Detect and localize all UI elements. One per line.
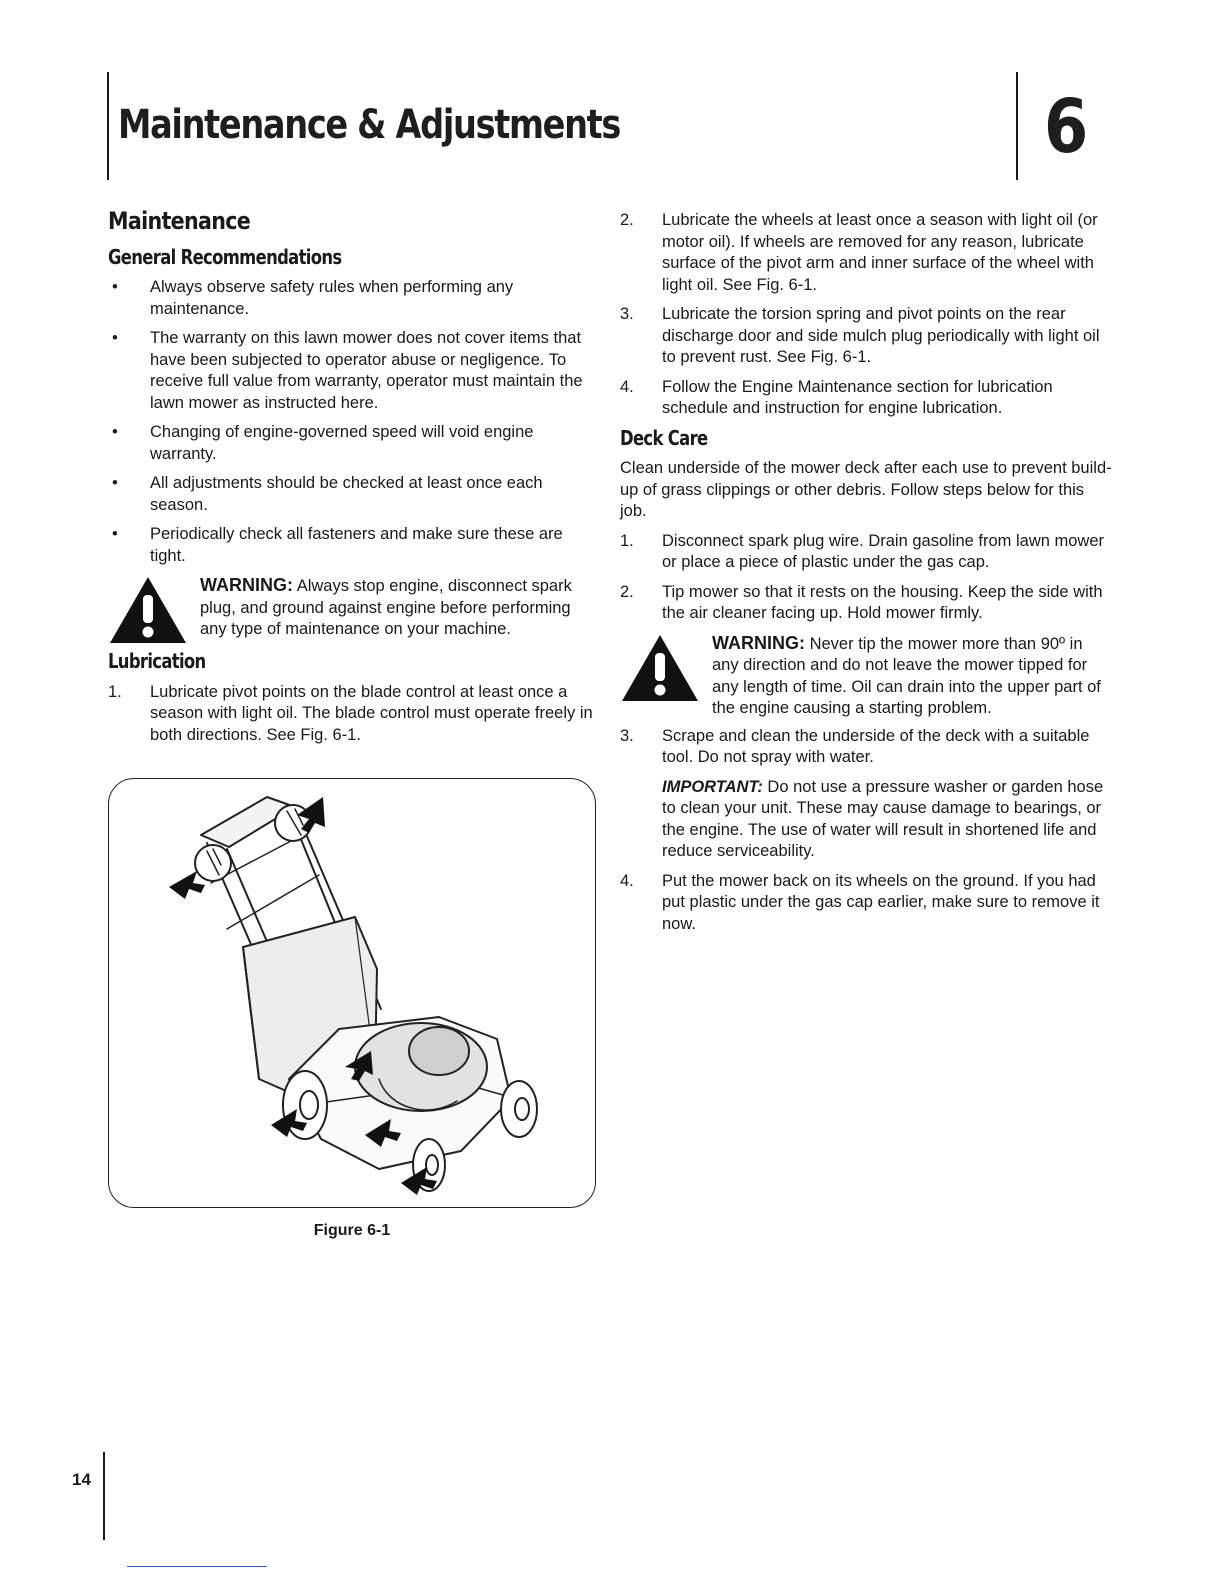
- bullet-mark: •: [112, 329, 118, 347]
- figure-6-1: [108, 778, 596, 1208]
- bullet-mark: •: [112, 525, 118, 543]
- page-title: Maintenance & Adjustments: [118, 102, 621, 148]
- item-number: 1.: [620, 531, 634, 550]
- bottom-link-underline: [127, 1566, 267, 1567]
- lawn-mower-illustration: [109, 779, 595, 1207]
- list-item: [108, 682, 598, 747]
- list-item-text: The warranty on this lawn mower does not cover items that have been subjected to operator abuse or negligence. To receive full value from warranty, operator must maintain the lawn mower as instructed here.: [150, 329, 583, 412]
- warning-label: WARNING:: [712, 632, 805, 653]
- page-number: 14: [72, 1470, 91, 1489]
- bullet-mark: •: [112, 474, 118, 492]
- item-number: 1.: [108, 682, 122, 701]
- chapter-rule: [1016, 72, 1018, 180]
- item-number: 3.: [620, 305, 634, 323]
- warning-text: Never tip the mower more than 90º in any direction and do not leave the mower tipped for any length of time. Oil can drain into the upper part of the engine causing a starting problem.: [712, 634, 1101, 717]
- item-number: 2.: [620, 211, 634, 229]
- chapter-number: 6: [1044, 84, 1089, 170]
- lubrication-list-continued: [620, 210, 1112, 420]
- important-text: Do not use a pressure washer or garden hose to clean your unit. These may cause damage to bearings, or the engine. The use of water will result in shortened life and reduce serviceability.: [662, 777, 1104, 860]
- maintenance-warning: [108, 575, 598, 643]
- list-item: [620, 377, 1112, 420]
- list-item-text: Disconnect spark plug wire. Drain gasoline from lawn mower or place a piece of plastic under the gas cap.: [662, 531, 1105, 571]
- warning-label: WARNING:: [200, 575, 293, 595]
- list-item: [108, 422, 598, 465]
- title-rule: [107, 72, 109, 180]
- deck-care-intro: Clean underside of the mower deck after each use to prevent build-up of grass clippings or other debris. Follow steps below for this job.: [620, 459, 1112, 520]
- item-number: 4.: [620, 377, 634, 396]
- warning-triangle-icon: [620, 633, 700, 703]
- right-column: [620, 210, 1112, 943]
- maintenance-heading: Maintenance: [108, 207, 251, 235]
- list-item-text: Periodically check all fasteners and make sure these are tight.: [150, 525, 563, 565]
- deck-care-steps: [620, 531, 1112, 625]
- list-item: [620, 871, 1112, 936]
- list-item: [108, 277, 598, 320]
- page-number-rule: [103, 1452, 105, 1540]
- warning-triangle-icon: [108, 575, 188, 645]
- list-item-text: Tip mower so that it rests on the housing. Keep the side with the air cleaner facing up. Hold mower firmly.: [662, 582, 1103, 622]
- deck-care-heading: Deck Care: [620, 425, 708, 450]
- important-note: [620, 777, 1112, 863]
- left-column: [108, 205, 598, 754]
- list-item: [620, 531, 1112, 574]
- list-item: [620, 582, 1112, 625]
- important-label: IMPORTANT:: [662, 777, 763, 796]
- figure-caption: Figure 6-1: [313, 1222, 391, 1239]
- general-recommendations-heading: General Recommendations: [108, 244, 342, 269]
- bullet-mark: •: [112, 423, 118, 441]
- lubrication-heading: Lubrication: [108, 649, 206, 673]
- bullet-mark: •: [112, 278, 118, 296]
- list-item-text: Lubricate pivot points on the blade control at least once a season with light oil. The blade control must operate freely in both directions. See Fig. 6-1.: [150, 682, 593, 744]
- deck-care-steps-continued: [620, 726, 1112, 769]
- lubrication-list: [108, 682, 598, 747]
- list-item: [620, 210, 1112, 296]
- list-item: [108, 524, 598, 567]
- list-item-text: Follow the Engine Maintenance section for lubrication schedule and instruction for engine lubrication.: [662, 377, 1053, 417]
- list-item-text: All adjustments should be checked at least once each season.: [150, 474, 543, 514]
- item-number: 2.: [620, 582, 634, 601]
- list-item-text: Scrape and clean the underside of the deck with a suitable tool. Do not spray with water.: [662, 726, 1090, 766]
- list-item-text: Put the mower back on its wheels on the ground. If you had put plastic under the gas cap earlier, make sure to remove it now.: [662, 871, 1100, 933]
- deck-care-final-step: [620, 871, 1112, 936]
- list-item: [620, 304, 1112, 369]
- list-item-text: Changing of engine-governed speed will void engine warranty.: [150, 423, 534, 463]
- list-item: [620, 726, 1112, 769]
- list-item-text: Lubricate the wheels at least once a season with light oil (or motor oil). If wheels are removed for any reason, lubricate surface of the pivot arm and inner surface of the wheel with light oil. See Fig. 6-1.: [662, 211, 1098, 294]
- list-item: [108, 328, 598, 414]
- list-item: [108, 473, 598, 516]
- item-number: 4.: [620, 871, 634, 890]
- item-number: 3.: [620, 726, 634, 745]
- list-item-text: Always observe safety rules when performing any maintenance.: [150, 278, 514, 318]
- recommendations-list: [108, 277, 598, 567]
- list-item-text: Lubricate the torsion spring and pivot points on the rear discharge door and side mulch plug periodically with light oil to prevent rust. See Fig. 6-1.: [662, 305, 1100, 366]
- tipping-warning: [620, 633, 1112, 720]
- warning-text: Always stop engine, disconnect spark plug, and ground against engine before performing any type of maintenance on your machine.: [200, 577, 572, 638]
